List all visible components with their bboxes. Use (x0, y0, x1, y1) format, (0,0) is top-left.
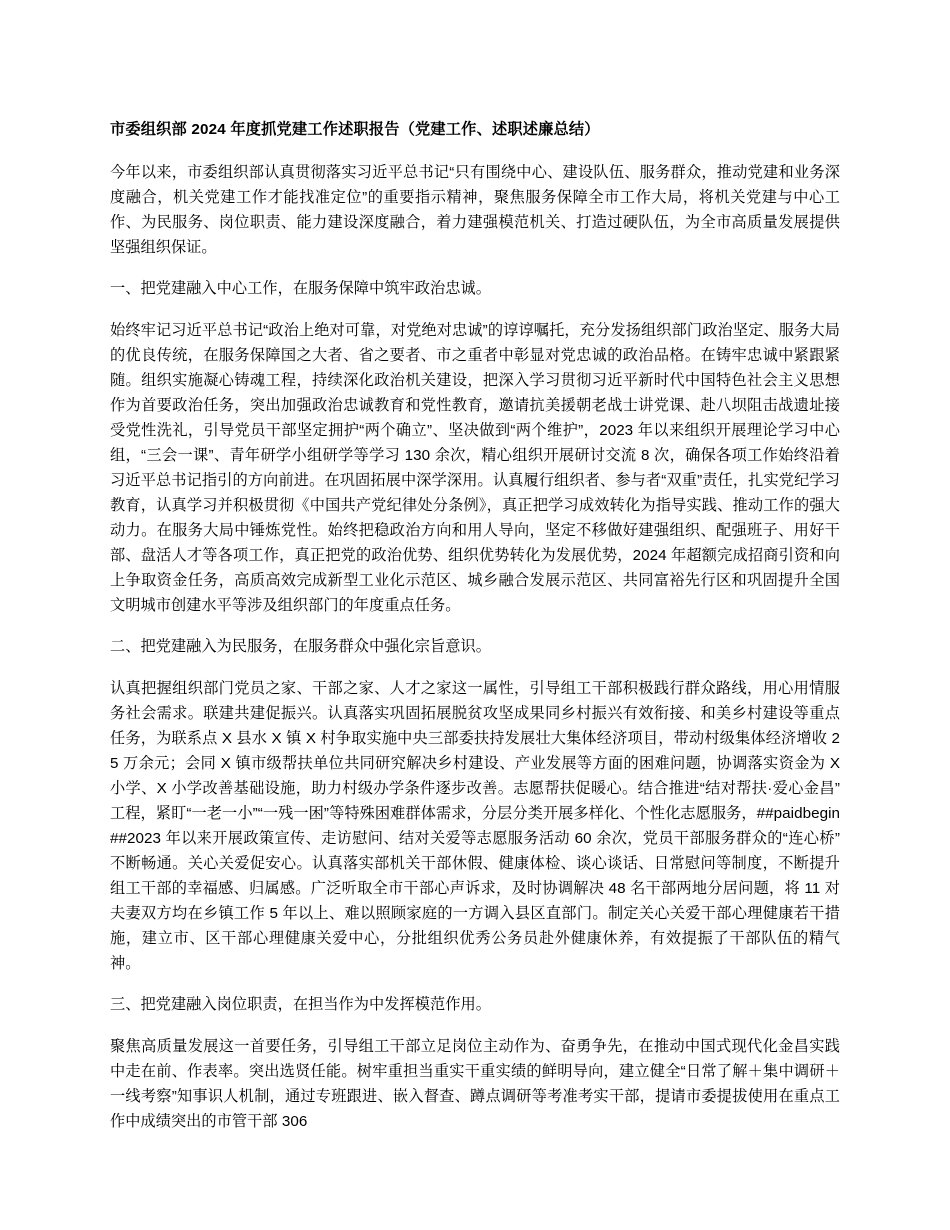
section-body-three: 聚焦高质量发展这一首要任务，引导组工干部立足岗位主动作为、奋勇争先，在推动中国式现代化金昌实践中走在前、作表率。突出选贤任能。树牢重担当重实干重实绩的鲜明导向，建立健全“日常了解＋集中调研＋一线考察”知事识人机制，通过专班跟进、嵌入督查、蹲点调研等考准考实干部，提请市委提拔使用在重点工作中成绩突出的市管干部 306 (110, 1037, 840, 1130)
section-heading-three: 三、把党建融入岗位职责，在担当作为中发挥模范作用。 (110, 996, 491, 1014)
section-heading-two: 二、把党建融入为民服务，在服务群众中强化宗旨意识。 (110, 638, 491, 656)
section-body-one: 始终牢记习近平总书记“政治上绝对可靠，对党绝对忠诚”的谆谆嘱托，充分发扬组织部门政治坚定、服务大局的优良传统，在服务保障国之大者、省之要者、市之重者中彰显对党忠诚的政治品格。在铸牢忠诚中紧跟紧随。组织实施凝心铸魂工程，持续深化政治机关建设，把深入学习贯彻习近平新时代中国特色社会主义思想作为首要政治任务，突出加强政治忠诚教育和党性教育，邀请抗美援朝老战士讲党课、赴八坝阻击战遗址接受党性洗礼，引导党员干部坚定拥护“两个确立”、坚决做到“两个维护”，2023 年以来组织开展理论学习中心组，“三会一课”、青年研学小组研学等学习 130 余次，精心组织开展研讨交流 8 次，确保各项工作始终沿着习近平总书记指引的方向前进。在巩固拓展中深学深用。认真履行组织者、参与者“双重”责任，扎实党纪学习教育，认真学习并积极贯彻《中国共产党纪律处分条例》，真正把学习成效转化为指导实践、推动工作的强大动力。在服务大局中锤炼党性。始终把稳政治方向和用人导向，坚定不移做好建强组织、配强班子、用好干部、盘活人才等各项工作，真正把党的政治优势、组织优势转化为发展优势，2024 年超额完成招商引资和向上争取资金任务，高质高效完成新型工业化示范区、城乡融合发展示范区、共同富裕先行区和巩固提升全国文明城市创建水平等涉及组织部门的年度重点任务。 (110, 321, 840, 614)
page-title: 市委组织部 2024 年度抓党建工作述职报告（党建工作、述职述廉总结） (110, 121, 600, 138)
section-body-two: 认真把握组织部门党员之家、干部之家、人才之家这一属性，引导组工干部积极践行群众路线，用心用情服务社会需求。联建共建促振兴。认真落实巩固拓展脱贫攻坚成果同乡村振兴有效衔接、和美乡村建设等重点任务，为联系点 X 县水 X 镇 X 村争取实施中央三部委扶持发展壮大集体经济项目，带动村级集体经济增收 25 万余元；会同 X 镇市级帮扶单位共同研究解决乡村建设、产业发展等方面的困难问题，协调落实资金为 X 小学、X 小学改善基础设施，助力村级办学条件逐步改善。志愿帮扶促暖心。结合推进“结对帮扶·爱心金昌”工程，紧盯“一老一小”“一残一困”等特殊困难群体需求，分层分类开展多样化、个性化志愿服务，##paidbegin##2023 年以来开展政策宣传、走访慰问、结对关爱等志愿服务活动 60 余次，党员干部服务群众的“连心桥”不断畅通。关心关爱促安心。认真落实部机关干部休假、健康体检、谈心谈话、日常慰问等制度，不断提升组工干部的幸福感、归属感。广泛听取全市干部心声诉求，及时协调解决 48 名干部两地分居问题，将 11 对夫妻双方均在乡镇工作 5 年以上、难以照顾家庭的一方调入县区直部门。制定关心关爱干部心理健康若干措施，建立市、区干部心理健康关爱中心，分批组织优秀公务员赴外健康休养，有效提振了干部队伍的精气神。 (110, 679, 840, 972)
paragraph-intro: 今年以来，市委组织部认真贯彻落实习近平总书记“只有围绕中心、建设队伍、服务群众，推动党建和业务深度融合，机关党建工作才能找准定位”的重要指示精神，聚焦服务保障全市工作大局，将机关党建与中心工作、为民服务、岗位职责、能力建设深度融合，着力建强模范机关、打造过硬队伍，为全市高质量发展提供坚强组织保证。 (110, 163, 840, 256)
section-heading-one: 一、把党建融入中心工作，在服务保障中筑牢政治忠诚。 (110, 280, 491, 298)
